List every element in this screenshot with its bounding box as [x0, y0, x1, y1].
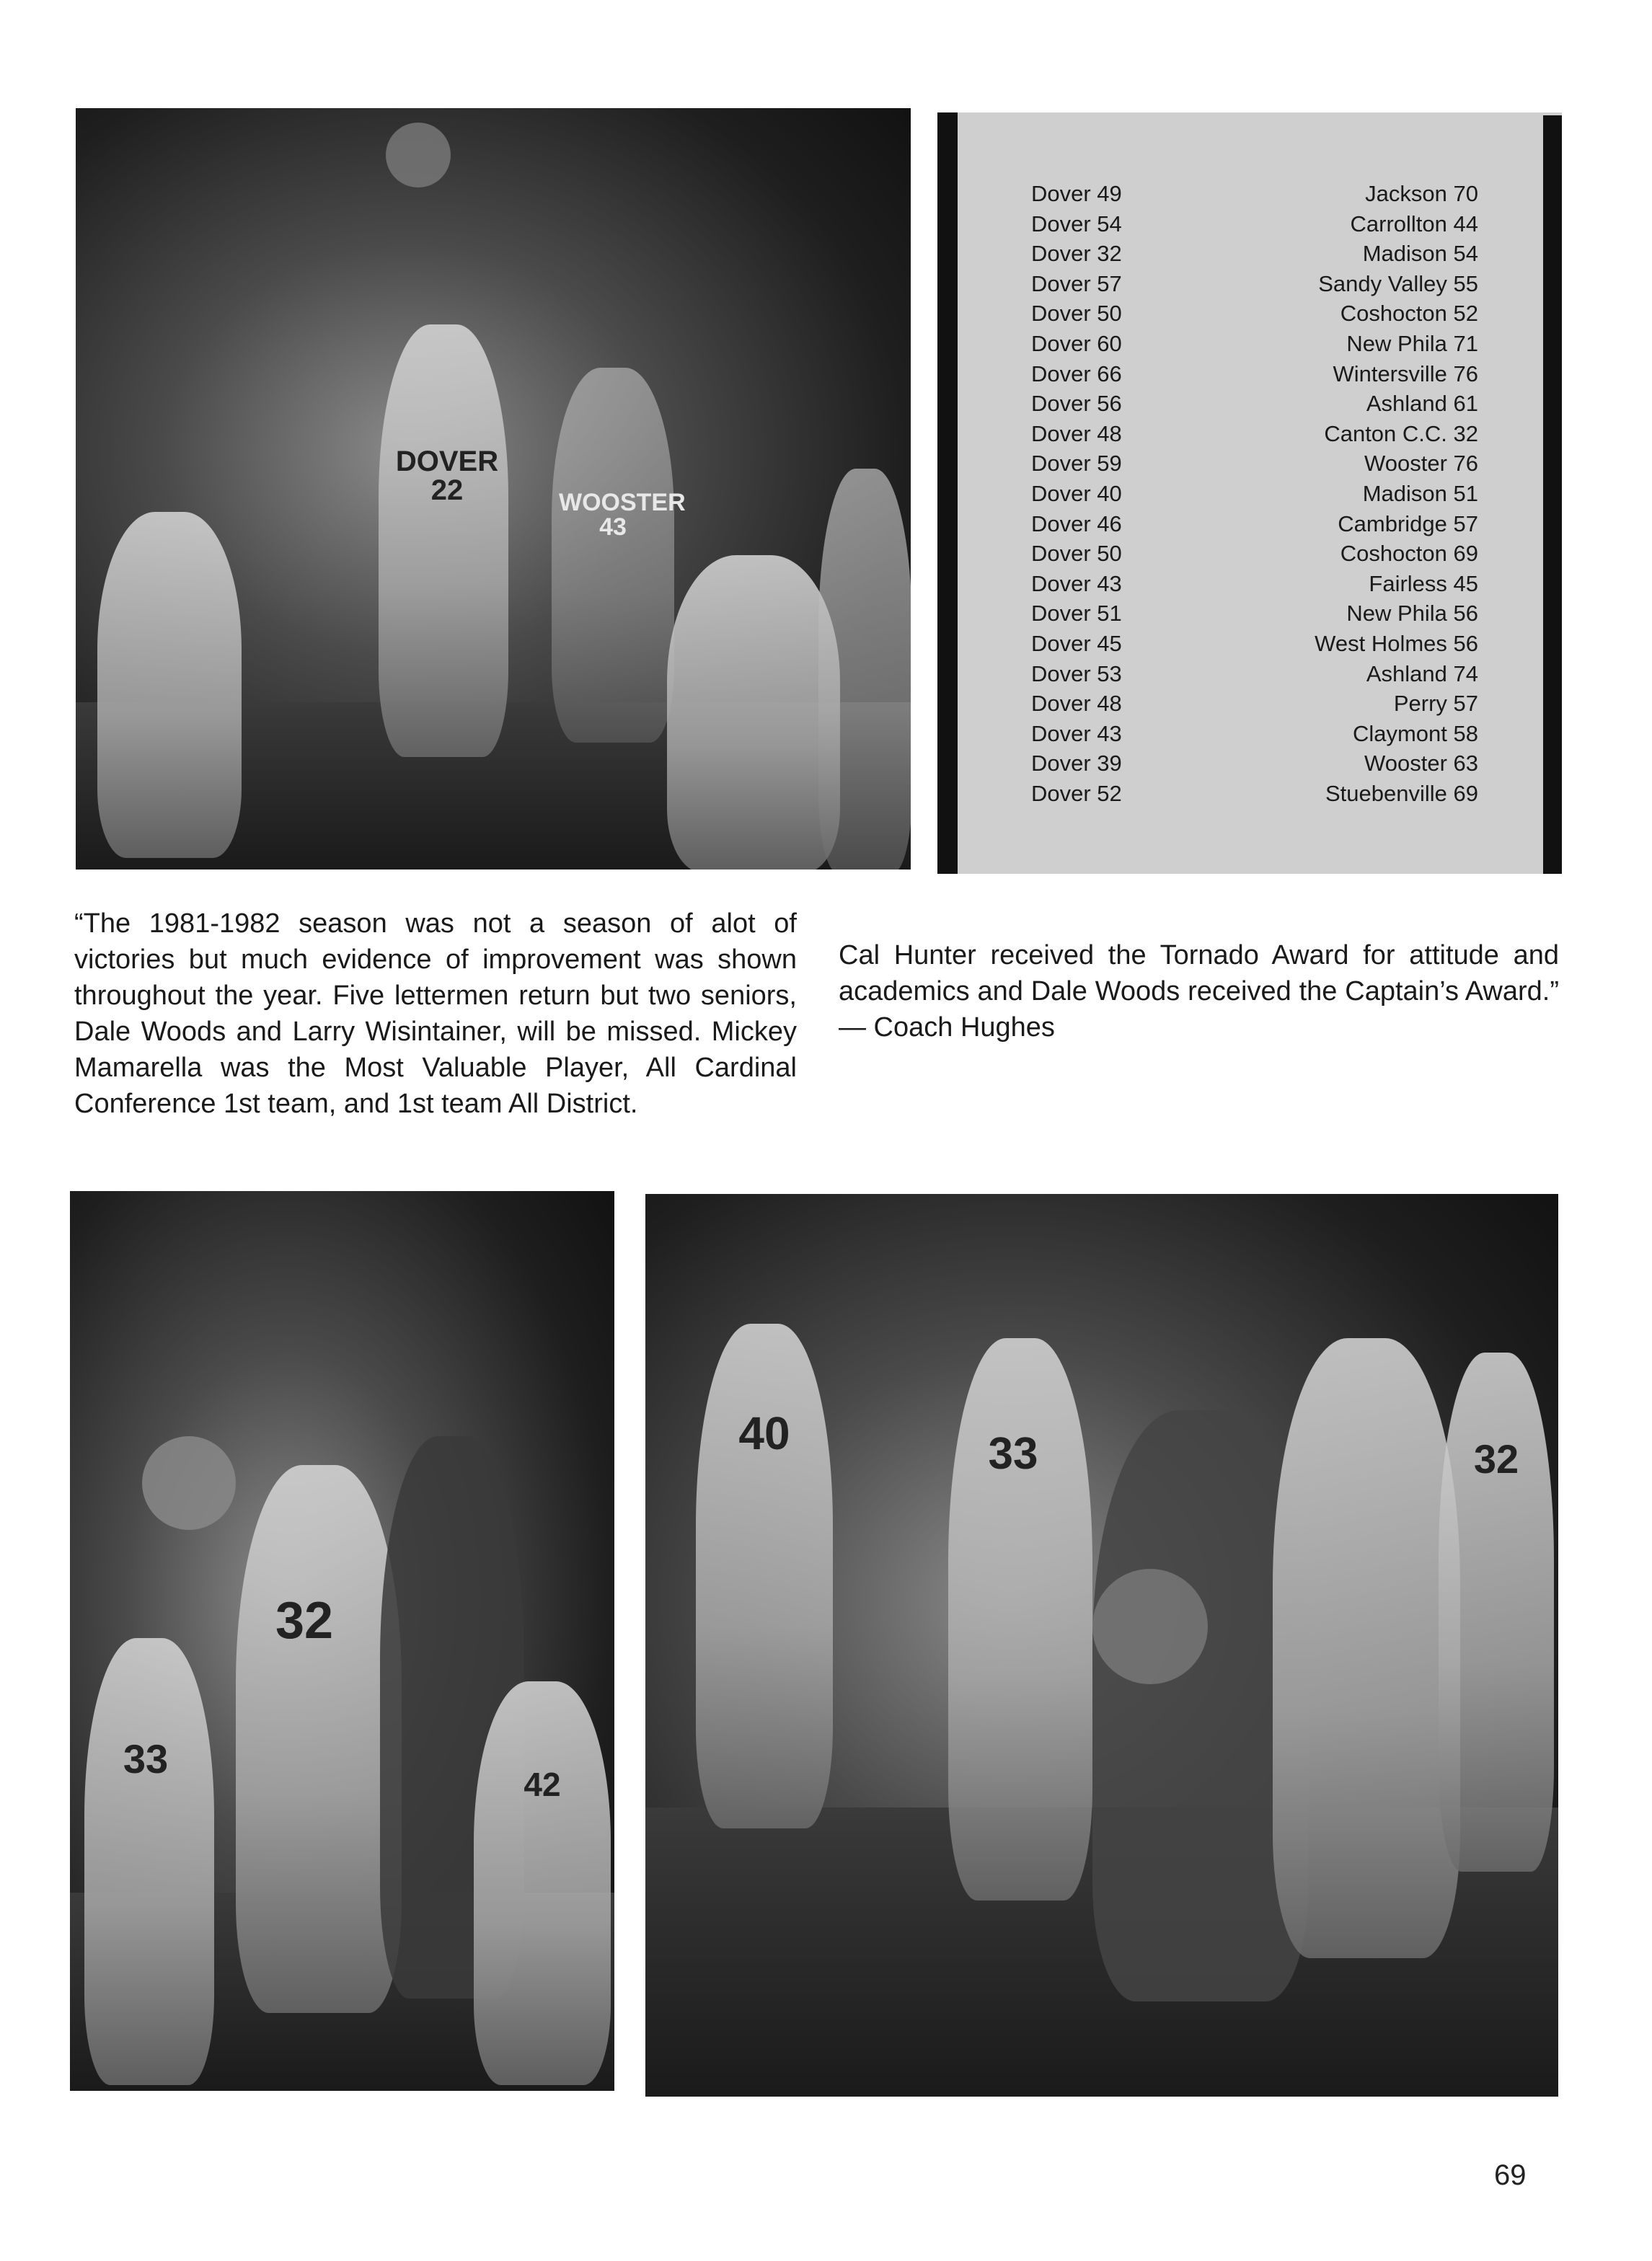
player-figure	[552, 368, 686, 743]
score-row	[1031, 239, 1478, 269]
player-figure	[474, 1681, 611, 2085]
page-number: 69	[1494, 2159, 1527, 2191]
opponent-score: Ashland 74	[1366, 660, 1478, 686]
opponent-score: Jackson 70	[1365, 181, 1478, 206]
home-score: Dover 32	[1031, 241, 1122, 267]
jersey-number: 33	[988, 1429, 1038, 1479]
opponent-score: Wooster 76	[1364, 451, 1478, 477]
home-score: Dover 43	[1031, 720, 1122, 746]
quote-left-column: “The 1981-1982 season was not a season of alot of victories but much evidence of improvement was shown throughout the year. Five lettermen return but two seniors, Dale Woods and Larry Wisintainer, will be missed. Mickey Mamarella was the Most Valuable Player, All Cardinal Conference 1st team, and 1st team All District.	[74, 908, 797, 1119]
opponent-score: New Phila 56	[1346, 601, 1478, 627]
score-row	[1031, 179, 1478, 209]
score-row	[1031, 479, 1478, 509]
opponent-score: Fairless 45	[1369, 570, 1478, 596]
opponent-score: Canton C.C. 32	[1324, 420, 1478, 446]
jersey-number: DOVER 22	[395, 446, 499, 506]
opponent-score: Wooster 63	[1364, 751, 1478, 776]
home-score: Dover 56	[1031, 391, 1122, 417]
opponent-score: Sandy Valley 55	[1318, 270, 1478, 296]
opponent-score: Ashland 61	[1366, 391, 1478, 417]
score-row	[1031, 298, 1478, 329]
home-score: Dover 66	[1031, 360, 1122, 386]
home-score: Dover 53	[1031, 660, 1122, 686]
jersey-number: 40	[738, 1407, 790, 1459]
home-score: Dover 51	[1031, 601, 1122, 627]
score-row	[1031, 359, 1478, 389]
home-score: Dover 52	[1031, 780, 1122, 806]
jersey-number: WOOSTER 43	[559, 489, 686, 541]
basketball	[386, 123, 451, 187]
score-row	[1031, 269, 1478, 299]
home-score: Dover 57	[1031, 270, 1122, 296]
opponent-score: Carrollton 44	[1350, 211, 1478, 236]
opponent-score: Coshocton 52	[1340, 301, 1478, 327]
opponent-score: Wintersville 76	[1333, 360, 1478, 386]
score-row	[1031, 329, 1478, 359]
home-score: Dover 43	[1031, 570, 1122, 596]
home-score: Dover 48	[1031, 420, 1122, 446]
home-score: Dover 59	[1031, 451, 1122, 477]
home-score: Dover 39	[1031, 751, 1122, 776]
player-figure	[97, 512, 242, 858]
score-row	[1031, 779, 1478, 809]
home-score: Dover 50	[1031, 301, 1122, 327]
score-row	[1031, 659, 1478, 689]
opponent-score: Madison 54	[1362, 241, 1478, 267]
home-score: Dover 54	[1031, 211, 1122, 236]
season-scores-panel	[937, 112, 1562, 874]
player-figure	[667, 555, 840, 870]
scores-list	[1031, 179, 1478, 808]
player-figure	[236, 1465, 402, 2013]
home-score: Dover 60	[1031, 330, 1122, 356]
basketball	[142, 1436, 236, 1530]
score-row	[1031, 419, 1478, 449]
home-score: Dover 49	[1031, 181, 1122, 206]
score-row	[1031, 748, 1478, 779]
jersey-number: 32	[275, 1592, 334, 1650]
opponent-score: West Holmes 56	[1315, 630, 1478, 656]
player-figure	[948, 1338, 1092, 1901]
score-row	[1031, 509, 1478, 539]
score-row	[1031, 629, 1478, 659]
jersey-number: 42	[524, 1766, 561, 1803]
home-score: Dover 46	[1031, 510, 1122, 536]
player-figure	[696, 1324, 833, 1828]
panel-border-right	[1543, 115, 1562, 874]
score-row	[1031, 389, 1478, 419]
score-row	[1031, 539, 1478, 569]
score-row	[1031, 598, 1478, 629]
score-row	[1031, 719, 1478, 749]
opponent-score: New Phila 71	[1346, 330, 1478, 356]
panel-border-left	[937, 112, 958, 874]
score-row	[1031, 569, 1478, 599]
home-score: Dover 45	[1031, 630, 1122, 656]
opponent-score: Madison 51	[1362, 480, 1478, 506]
opponent-score: Stuebenville 69	[1325, 780, 1478, 806]
home-score: Dover 48	[1031, 691, 1122, 717]
player-figure	[1273, 1338, 1460, 1958]
player-figure	[1439, 1353, 1554, 1872]
opponent-score: Cambridge 57	[1338, 510, 1478, 536]
opponent-score: Claymont 58	[1352, 720, 1478, 746]
score-row	[1031, 209, 1478, 239]
score-row	[1031, 448, 1478, 479]
quote-right-column: Cal Hunter received the Tornado Award for attitude and academics and Dale Woods received the Captain’s Award.” — Coach Hughes	[839, 940, 1559, 1043]
home-score: Dover 40	[1031, 480, 1122, 506]
photo-quakers-rebound	[70, 1191, 614, 2091]
player-figure	[84, 1638, 214, 2085]
jersey-number: 33	[123, 1736, 169, 1782]
player-figure	[379, 324, 508, 757]
basketball	[1092, 1569, 1208, 1684]
opponent-score: Coshocton 69	[1340, 541, 1478, 567]
jersey-number: 32	[1473, 1436, 1519, 1482]
photo-quakers-dribble	[645, 1194, 1558, 2097]
score-row	[1031, 689, 1478, 719]
player-figure	[818, 469, 911, 870]
home-score: Dover 50	[1031, 541, 1122, 567]
opponent-score: Perry 57	[1393, 691, 1478, 717]
photo-dover-vs-wooster	[76, 108, 911, 870]
